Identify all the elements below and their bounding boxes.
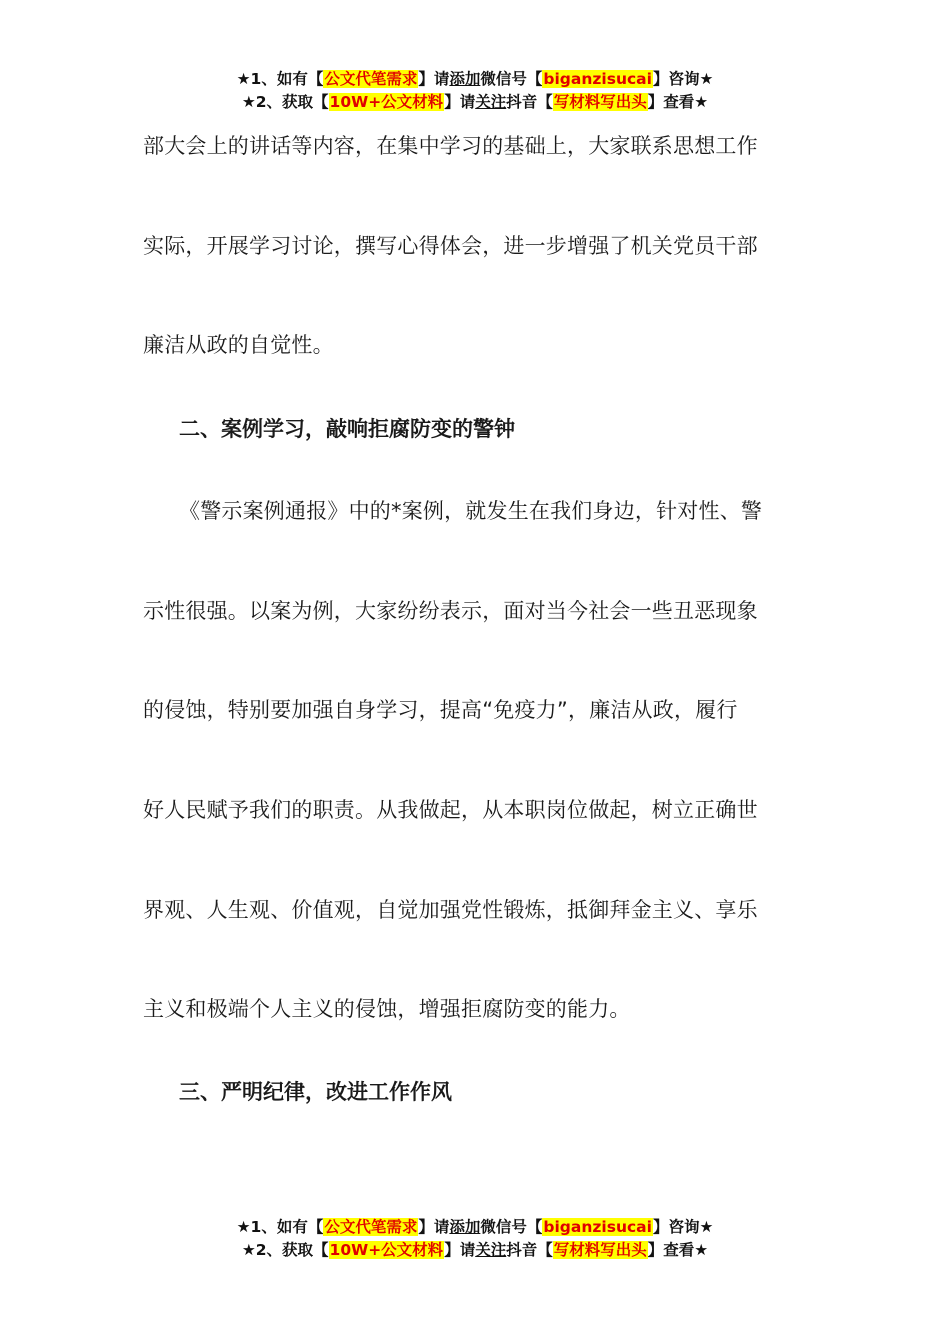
body-line: 界观、人生观、价值观，自觉加强党性锻炼，抵御拜金主义、享乐 [143,898,758,922]
underlined-text: 关注 [475,1241,507,1259]
highlight-service: 公文代笔需求 [324,70,418,88]
banner-text: 抖音【 [506,1241,553,1259]
banner-text: 】请 [418,1218,450,1236]
section-heading: 二、案例学习，敲响拒腐防变的警钟 [179,417,515,441]
banner-text: 1、如有【 [250,70,324,88]
body-line: 主义和极端个人主义的侵蚀，增强拒腐防变的能力。 [143,997,631,1021]
underlined-text: 添加 [449,1218,481,1236]
banner-line-2 [0,1239,950,1262]
body-line: 《警示案例通报》中的*案例，就发生在我们身边，针对性、警 [179,499,763,523]
star-icon: ★ [241,93,256,111]
underlined-text: 关注 [475,93,507,111]
highlight-wechat-id: biganzisucai [543,1218,652,1236]
body-line: 廉洁从政的自觉性。 [143,333,334,357]
star-icon: ★ [236,70,251,88]
banner-text: 】查看★ [647,1241,709,1259]
banner-text: 2、获取【 [255,93,329,111]
body-line: 好人民赋予我们的职责。从我做起，从本职岗位做起，树立正确世 [143,798,758,822]
body-line: 示性很强。以案为例，大家纷纷表示，面对当今社会一些丑恶现象 [143,599,758,623]
banner-text: 】查看★ [647,93,709,111]
section-heading: 三、严明纪律，改进工作作风 [179,1080,452,1104]
banner-text: 】咨询★ [652,1218,714,1236]
banner-text: 微信号【 [480,1218,543,1236]
body-line: 部大会上的讲话等内容，在集中学习的基础上，大家联系思想工作 [143,134,758,158]
banner-text: 2、获取【 [255,1241,329,1259]
banner-text: 】请 [418,70,450,88]
banner-text: 微信号【 [480,70,543,88]
highlight-douyin-id: 写材料写出头 [553,93,647,111]
body-line: 实际，开展学习讨论，撰写心得体会，进一步增强了机关党员干部 [143,234,758,258]
highlight-materials: 10W+公文材料 [329,1241,444,1259]
banner-text: 抖音【 [506,93,553,111]
banner-line-2 [0,91,950,114]
body-line: 的侵蚀，特别要加强自身学习，提高“免疫力”，廉洁从政，履行 [143,698,738,722]
highlight-douyin-id: 写材料写出头 [553,1241,647,1259]
star-icon: ★ [236,1218,251,1236]
banner-line-1 [0,1216,950,1239]
banner-text: 1、如有【 [250,1218,324,1236]
banner-text: 】请 [444,1241,476,1259]
underlined-text: 添加 [449,70,481,88]
banner-text: 】咨询★ [652,70,714,88]
banner-line-1 [0,68,950,91]
banner-text: 】请 [444,93,476,111]
highlight-wechat-id: biganzisucai [543,70,652,88]
header-banner [0,68,950,114]
highlight-service: 公文代笔需求 [324,1218,418,1236]
star-icon: ★ [241,1241,256,1259]
highlight-materials: 10W+公文材料 [329,93,444,111]
footer-banner [0,1216,950,1262]
